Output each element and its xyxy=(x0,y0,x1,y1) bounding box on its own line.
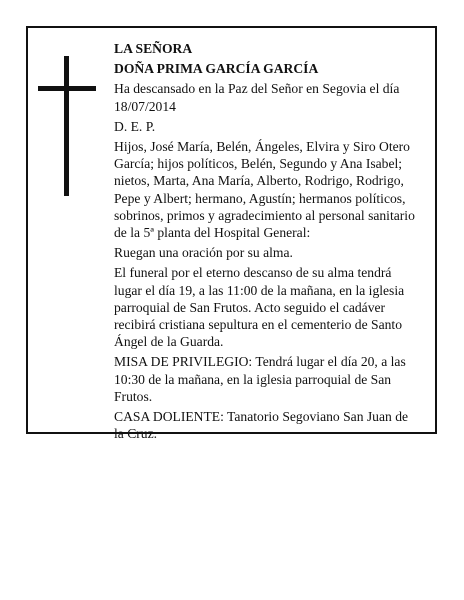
deceased-name: DOÑA PRIMA GARCÍA GARCÍA xyxy=(114,61,319,77)
heading-title: LA SEÑORA xyxy=(114,41,193,56)
cross-horizontal-bar xyxy=(38,86,96,91)
relatives-paragraph: Hijos, José María, Belén, Ángeles, Elvira y Siro Otero García; hijos políticos, Belén, Segundo y Ana Isabel; nietos, Marta, Ana María, Alberto, Rodrigo, Rodrigo, Pepe y Albert; hermano, Agustín; hermanos políticos, sobrinos, primos y agradecimiento al personal sanitario de la 5ª planta del Hospital General: xyxy=(114,139,415,241)
prayer-request: Ruegan una oración por su alma. xyxy=(114,245,293,261)
mourning-house-paragraph: CASA DOLIENTE: Tanatorio Segoviano San Juan de la Cruz. xyxy=(114,409,409,442)
obituary-text xyxy=(114,40,420,445)
funeral-paragraph: El funeral por el eterno descanso de su alma tendrá lugar el día 19, a las 11:00 de la mañana, en la iglesia parroquial de San Frutos. Acto seguido el cadáver recibirá cristiana sepultura en el cementerio de Santo Ángel de la Guarda. xyxy=(114,265,405,350)
dep-line: D. E. P. xyxy=(114,118,156,134)
mass-paragraph: MISA DE PRIVILEGIO: Tendrá lugar el día 20, a las 10:30 de la mañana, en la iglesia parroquial de San Frutos. xyxy=(114,354,406,404)
cross-vertical-bar xyxy=(64,56,69,196)
cross-icon xyxy=(38,56,96,196)
death-statement: Ha descansado en la Paz del Señor en Segovia el día 18/07/2014 xyxy=(114,81,400,114)
